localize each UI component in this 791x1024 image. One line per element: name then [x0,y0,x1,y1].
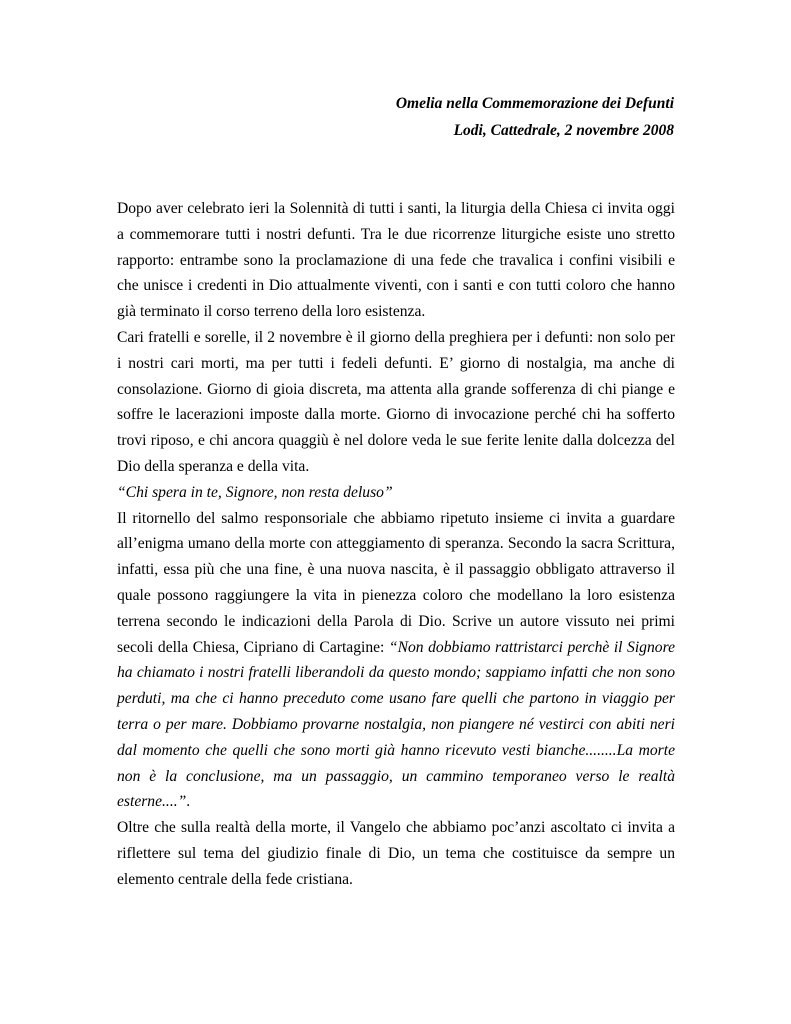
homily-place-date: Lodi, Cattedrale, 2 novembre 2008 [453,122,674,139]
document-body [117,196,675,893]
paragraph-3-end: . [186,793,191,811]
homily-title: Omelia nella Commemorazione dei Defunti [395,95,674,112]
paragraph-3-text: Il ritornello del salmo responsoriale che abbiamo ripetuto insieme ci invita a guardare all’enigma umano della morte con atteggiamento di speranza. Secondo la sacra Scrittura, infatti, essa più che una fine, è una nuova nascita, è il passaggio obbligato attraverso il quale possono raggiungere la vita in pienezza coloro che modellano la loro esistenza terrena secondo le indicazioni della Parola di Dio. Scrive un autore vissuto nei primi secoli della Chiesa, Cipriano di Cartagine: [117,509,675,656]
paragraph-1: Dopo aver celebrato ieri la Solennità di tutti i santi, la liturgia della Chiesa ci invita oggi a commemorare tutti i nostri defunti. Tra le due ricorrenze liturgiche esiste uno stretto rapporto: entrambe sono la proclamazione di una fede che travalica i confini visibili e che unisce i credenti in Dio attualmente viventi, con i santi e con tutti coloro che hanno già terminato il corso terreno della loro esistenza. [117,200,675,321]
paragraph-4: Oltre che sulla realtà della morte, il Vangelo che abbiamo poc’anzi ascoltato ci invita a riflettere sul tema del giudizio finale di Dio, un tema che costituisce da sempre un elemento centrale della fede cristiana. [117,819,675,888]
cyprian-quote: “Non dobbiamo rattristarci perchè il Signore ha chiamato i nostri fratelli liberandoli da questo mondo; sappiamo infatti che non sono perduti, ma che ci hanno preceduto come usano fare quelli che partono in viaggio per terra o per mare. Dobbiamo provarne nostalgia, non piangere né vestirci con abiti neri dal momento che quelli che sono morti già hanno ricevuto vesti bianche........La morte non è la conclusione, ma un passaggio, un cammino temporaneo verso le realtà esterne....” [117,638,675,811]
paragraph-3 [117,506,675,816]
paragraph-2: Cari fratelli e sorelle, il 2 novembre è il giorno della preghiera per i defunti: non solo per i nostri cari morti, ma per tutti i fedeli defunti. E’ giorno di nostalgia, ma anche di consolazione. Giorno di gioia discreta, ma attenta alla grande sofferenza di chi piange e soffre le lacerazioni imposte dalla morte. Giorno di invocazione perché chi ha sofferto trovi riposo, e chi ancora quaggiù è nel dolore veda le sue ferite lenite dalla dolcezza del Dio della speranza e della vita. [117,328,675,475]
document-header [396,90,674,144]
psalm-refrain-quote: “Chi spera in te, Signore, non resta deluso” [117,483,393,501]
